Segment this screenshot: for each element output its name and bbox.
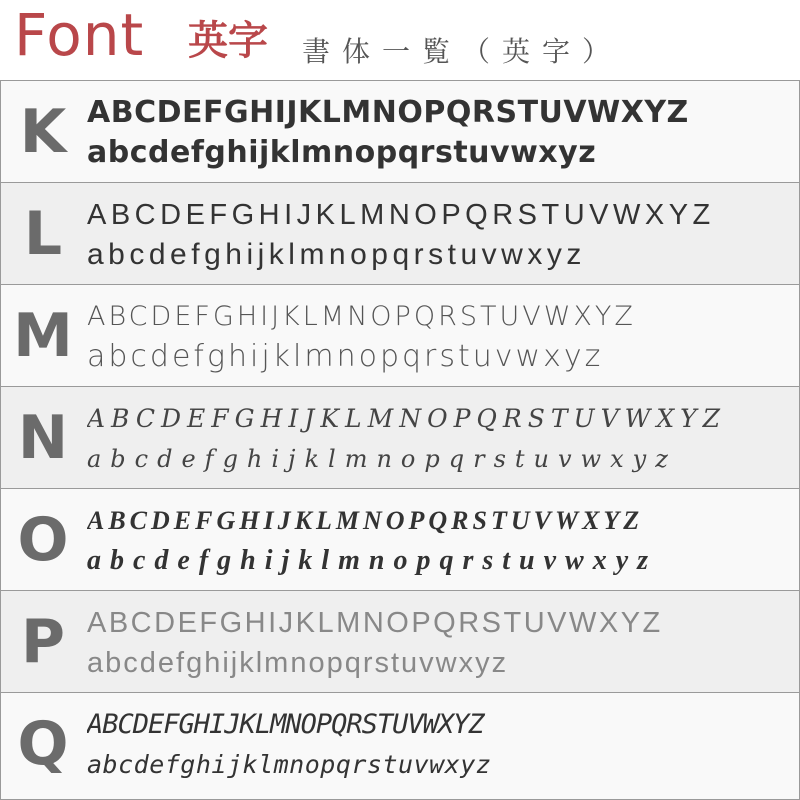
- row-label: Q: [17, 708, 69, 779]
- subtitle-typeface-list: 書体一覧（英字）: [302, 35, 623, 68]
- row-label: N: [17, 402, 69, 473]
- font-row-m: [1, 285, 799, 387]
- uppercase-sample: ABCDEFGHIJKLMNOPQRSTUVWXYZ: [87, 404, 727, 433]
- uppercase-sample: ABCDEFGHIJKLMNOPQRSTUVWXYZ: [87, 607, 663, 639]
- uppercase-sample: ABCDEFGHIJKLMNOPQRSTUVWXYZ: [87, 506, 644, 535]
- lowercase-sample: abcdefghijklmnopqrstuvwxyz: [87, 545, 658, 576]
- uppercase-sample: ABCDEFGHIJKLMNOPQRSTUVWXYZ: [87, 709, 484, 740]
- uppercase-sample: ABCDEFGHIJKLMNOPQRSTUVWXYZ: [87, 199, 715, 231]
- row-label: O: [17, 504, 69, 575]
- font-row-o: [1, 489, 799, 591]
- lowercase-sample: abcdefghijklmnopqrstuvwxyz: [87, 238, 586, 271]
- row-label: L: [23, 198, 63, 269]
- title-english-characters: 英字: [188, 18, 268, 64]
- row-label: K: [19, 96, 67, 167]
- font-row-q: [1, 693, 799, 799]
- font-sample-table: [0, 80, 800, 800]
- page-header: [0, 0, 800, 80]
- lowercase-sample: abcdefghijklmnopqrstuvwxyz: [87, 750, 492, 779]
- row-label: P: [21, 606, 65, 677]
- row-label: M: [13, 300, 73, 371]
- lowercase-sample: abcdefghijklmnopqrstuvwxyz: [87, 135, 597, 170]
- uppercase-sample: ABCDEFGHIJKLMNOPQRSTUVWXYZ: [87, 95, 689, 130]
- font-row-l: [1, 183, 799, 285]
- lowercase-sample: abcdefghijklmnopqrstuvwxyz: [87, 339, 604, 374]
- lowercase-sample: abcdefghijklmnopqrstuvwxyz: [87, 445, 677, 473]
- font-row-k: [1, 81, 799, 183]
- lowercase-sample: abcdefghijklmnopqrstuvwxyz: [87, 647, 509, 679]
- title-font-text: Font: [14, 1, 145, 69]
- font-row-n: [1, 387, 799, 489]
- font-row-p: [1, 591, 799, 693]
- uppercase-sample: ABCDEFGHIJKLMNOPQRSTUVWXYZ: [87, 301, 636, 332]
